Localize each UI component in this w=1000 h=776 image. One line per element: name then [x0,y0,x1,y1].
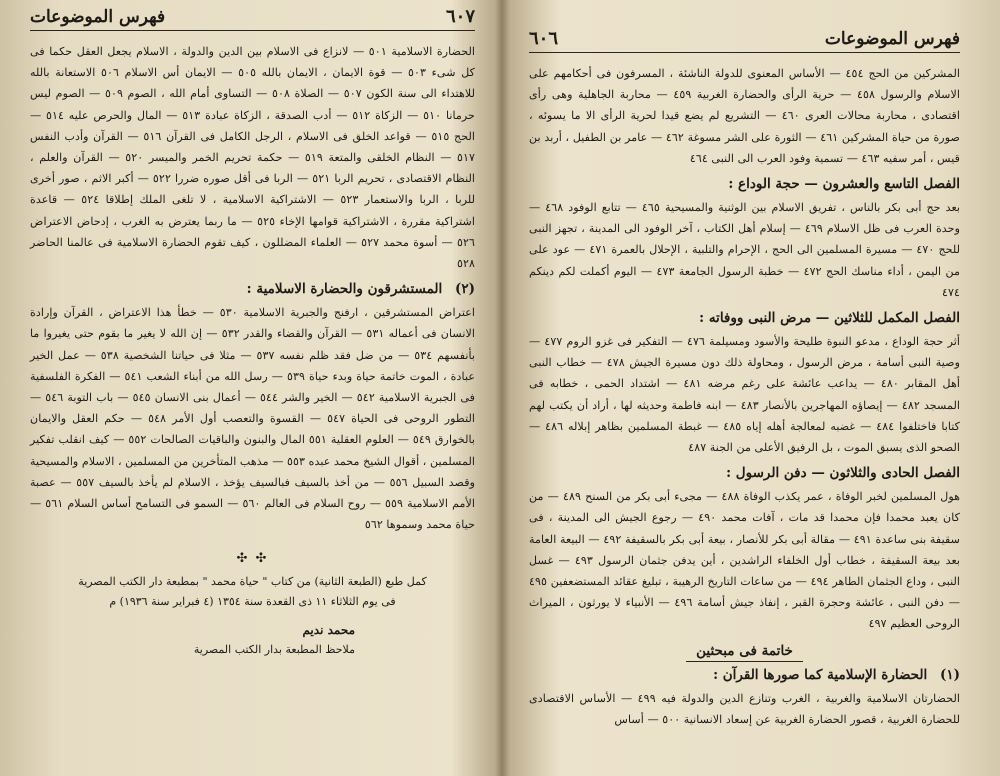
right-section-1-title: الحضارة الإسلامية كما صورها القرآن : [713,666,928,683]
chapter-31-title: الفصل الحادى والثلاثون — دفن الرسول : [726,465,960,482]
right-page-title: فهرس الموضوعات [824,29,960,49]
right-intro-paragraph: المشركين من الحج ٤٥٤ — الأساس المعنوى للدولة الناشئة ، المسرفون فى أحكامهم على الاسلام والرسول ٤٥٨ — حرية الرأى والحضارة الغربية ٤٥٩ — محاربة الجاهلية وهى رأى اقتصادى ، محاربة محالات العرى ٤٦٠ — التشريع لم يضع قيدا لحرية الرأى الا ما يسوئه ، صورة من حياة المشركين ٤٦١ — الثورة على الشر مسوغة ٤٦٢ — عامر بن الطفيل ، أربد بن قيس ، أمر سفيه ٤٦٣ — تسمية وفود العرب الى النبى ٤٦٤ [529,67,961,165]
colophon: كمل طبع (الطبعة الثانية) من كتاب " حياة محمد " بمطبعة دار الكتب المصرية فى يوم الثلاثاء ١١ ذى القعدة سنة ١٣٥٤ (٤ فبراير سنة ١٩٣٦) م [78,575,427,609]
right-page [503,0,1000,776]
left-page-number: ٦٠٧ [445,6,475,27]
signature-block [30,620,355,660]
conclusion-heading [529,643,960,659]
left-page [0,0,497,776]
left-section-2-title: المستشرقون والحضارة الاسلامية : [246,281,443,298]
right-section-1-heading [529,665,960,685]
signature-name: محمد نديم [302,623,355,638]
right-section-1-number: (١) [939,666,960,683]
right-page-header [529,28,960,53]
left-section-2-heading [30,279,475,299]
right-page-number: ٦٠٦ [529,28,559,49]
left-section-2-number: (٢) [454,281,475,298]
chapter-31-text: هول المسلمين لخبر الوفاة ، عمر يكذب الوفاة ٤٨٨ — مجىء أبى بكر من السنح ٤٨٩ — من كان يعبد محمدا فإن محمدا قد مات ، آفات محمد ٤٩٠ — رجوع الجيش الى المدينة ، فى سقيفة بنى ساعدة ٤٩١ — مقالة أبى بكر للأنصار ، بيعة أبى بكر بالسقيفة ٤٩٢ — البيعة العامة بعد بيعة السقيفة ، خطاب أول الخلفاء الراشدين ، أين يدفن جثمان الرسول ٤٩٣ — غسل النبى ، وداع الجثمان الطاهر ٤٩٤ — من ساعات التاريخ الرهيبة ، تبليغ عقائد المستضعفين ٤٩٥ — دفن النبى ، عائشة وحجرة القبر ، إنفاذ جيش أسامة ٤٩٦ — الأنبياء لا يورثون ، الميراث الروحى العظيم ٤٩٧ [529,490,960,631]
left-page-header [30,6,475,31]
signature-title: ملاحظ المطبعة بدار الكتب المصرية [193,643,355,657]
ornament-icon: ✣ ✣ [236,551,269,567]
chapter-29-text: بعد حج أبى بكر بالناس ، تفريق الاسلام بين الوثنية والمسيحية ٤٦٥ — تتابع الوفود ٤٦٨ — وحدة العرب فى ظل الاسلام ٤٦٩ — إسلام أهل الكتاب ، آخر الوفود الى المدينة ، تجهز النبى للحج ٤٧٠ — مسيرة المسلمين الى الحج ، الإحرام والتلبية ، الإحلال بالعمرة ٤٧١ — عود على من اليمن ، أداء مناسك الحج ٤٧٢ — خطبة الرسول الجامعة ٤٧٣ — اليوم أكملت لكم دينكم ٤٧٤ [529,201,960,299]
chapter-29-title: الفصل التاسع والعشرون — حجة الوداع : [728,176,960,193]
chapter-30-title: الفصل المكمل للثلاثين — مرض النبى ووفاته : [699,310,960,327]
conclusion-title: خاتمة فى مبحثين [686,643,803,662]
left-index-paragraph-2: اعتراض المستشرقين ، ارفنج والجبرية الاسلامية ٥٣٠ — خطأ هذا الاعتراض ، القرآن وإرادة الانسان فى أعماله ٥٣١ — القرآن والقضاء والقدر ٥٣٢ — إن الله لا يغير ما بقوم حتى يغيروا ما بأنفسهم ٥٣٤ — من ضل فقد ظلم نفسه ٥٣٧ — مثلا فى حياتنا الشخصية ٥٣٨ — عمل الخير عبادة ، الموت خاتمة حياة وبدء حياة ٥٣٩ — رسل الله من أبناء الشعب ٥٤١ — الفكرة الفلسفية فى الجبرية الاسلامية ٥٤٢ — الخير والشر ٥٤٤ — أعمال بنى الانسان ٥٤٥ — باب التوبة ٥٤٦ — التطور الروحى فى الحياة ٥٤٧ — القسوة والتعصب أول الأمر ٥٤٨ — حكم العقل والايمان بالخوارق ٥٤٩ — العلوم العقلية ٥٥١ المال والبنون والباقيات الصالحات ٥٥٢ — كيف انقلب تفكير المسلمين ، أقوال الشيخ محمد عبده ٥٥٣ — مذهب المتأخرين من المسلمين ، الاسلام والمسيحية وقصد السبيل ٥٥٦ — من أخذ بالسيف فبالسيف يؤخذ ، الاسلام لم يأخذ بالسيف ٥٥٧ — عصبة الأمم الاسلامية ٥٥٩ — روح السلام فى العالم ٥٦٠ — السمو فى التسامح أساس السلام ٥٦١ — حياة محمد وسموها ٥٦٢ [30,306,476,532]
chapter-30-text: أثر حجة الوداع ، مدعو النبوة طليحة والأسود ومسيلمة ٤٧٦ — التفكير فى غزو الروم ٤٧٧ — وصية النبى أسامة ، مرض الرسول ، ومحاولة ذلك دون مسيرة الجيش ٤٧٨ — خطاب النبى أهل المقابر ٤٨٠ — يداعب عائشة على رغم مرضه ٤٨١ — اشتداد الحمى ، خطابه فى المسجد ٤٨٢ — إيصاؤه المهاجرين بالأنصار ٤٨٣ — ابنه فاطمة وحديثه لها ، أراد أن يكتب لهم كتابا فاختلفوا ٤٨٤ — غضبه لمعالجة أهله إياه ٤٨٥ — غبطة المسلمين بظاهر إبلاله ٤٨٦ — الصحو الذى يسبق الموت ، بل الرفيق الأعلى من الجنة ٤٨٧ [529,335,961,455]
right-section-1-text: الحضارتان الاسلامية والغربية ، الغرب وتنازع الدين والدولة فيه ٤٩٩ — الأساس الاقتصادى للحضارة الغربية ، قصور الحضارة الغربية عن إسعاد الانسانية ٥٠٠ — أساس [529,691,960,726]
left-index-paragraph-1: الحضارة الاسلامية ٥٠١ — لانزاع فى الاسلام بين الدين والدولة ، الاسلام يجعل العقل حكما فى كل شىء ٥٠٣ — قوة الايمان ، الايمان بالله ٥٠٥ — الايمان أس الاسلام ٥٠٦ الاستعانة بالله للاهتداء الى سنة الكون ٥٠٧ — الصلاة ٥٠٨ — التساوى أمام الله ، الصوم ٥٠٩ — الصوم ليس حرمانا ٥١٠ — الزكاة ٥١٢ — أدب الصدقة ، الزكاة عبادة ٥١٣ — المال والحرص عليه ٥١٤ — الحج ٥١٥ — قواعد الخلق فى الاسلام ، الرجل الكامل فى القرآن ٥١٦ — القرآن وأدب النفس ٥١٧ — النظام الخلقى والمتعة ٥١٩ — حكمة تحريم الخمر والميسر ٥٢٠ — القرآن والعلم ، النظام الاقتصادى ، تحريم الربا ٥٢١ — الربا فى أقل صوره ضررا ٥٢٢ — أكبر الاثم ، صور أخرى للربا ، الربا والاستعمار ٥٢٣ — الاشتراكية الاسلامية ، لا تلغى الملك إطلاقا ٥٢٤ — قاعدة اشتراكية مقررة ، الاشتراكية قوامها الإخاء ٥٢٥ — ما ربما يعترض به الغرب ، إدحاض الاعتراض ٥٢٦ — أسوة محمد ٥٢٧ — العلماء المضللون ، كيف تقوم الحضارة الاسلامية فى عالمنا الحاضر ٥٢٨ [30,45,475,271]
left-page-title: فهرس الموضوعات [30,7,166,27]
